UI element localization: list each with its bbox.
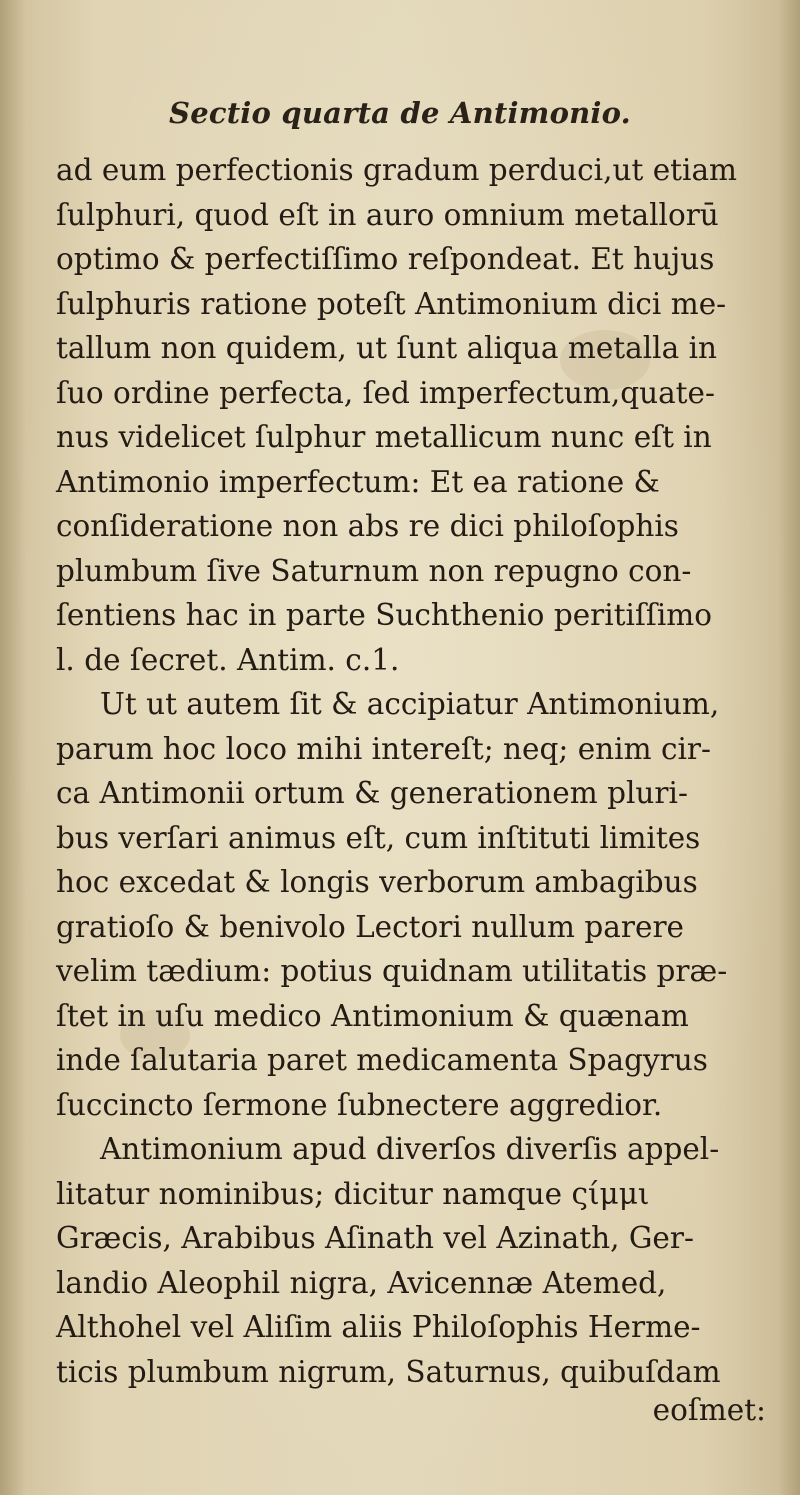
text-line: plumbum ſive Saturnum non repugno con- [56,553,692,588]
text-line: velim tædium: potius quidnam utilitatis præ- [56,954,728,988]
text-line: ſtet in uſu medico Antimonium & quænam [56,998,689,1033]
text-line: Althohel vel Aliſim aliis Philoſophis Herme- [56,1310,701,1344]
page-edge-shadow-right [778,0,800,1495]
body-text [56,148,776,1394]
text-line: parum hoc loco mihi intereſt; neq; enim cir- [56,731,711,766]
text-line: l. de ſecret. Antim. c.1. [56,642,400,677]
text-line: conſideratione non abs re dici philoſophis [56,509,679,543]
text-line: bus verſari animus eſt, cum inſtituti limites [56,820,701,855]
text-line: ſentiens hac in parte Suchthenio peritiſſimo [56,598,712,632]
text-line: ſuccincto ſermone ſubnectere aggredior. [56,1087,663,1122]
catchword: eoſmet: [652,1393,766,1427]
text-line: Græcis, Arabibus Aſinath vel Azinath, Ger- [56,1221,694,1255]
page-edge-shadow-left [0,0,26,1495]
text-line: ad eum perfectionis gradum perduci,ut etiam [56,153,738,187]
paragraph-start-line: Antimonium apud diverſos diverſis appel- [100,1132,720,1166]
paragraph-start-line: Ut ut autem ſit & accipiatur Antimonium, [100,687,720,721]
running-head: Sectio quarta de Antimonio. [169,96,631,130]
text-line: landio Aleophil nigra, Avicennæ Atemed, [56,1265,667,1300]
text-line: litatur nominibus; dicitur namque ςίμμι [56,1176,650,1211]
text-line: gratioſo & benivolo Lectori nullum parere [56,909,684,944]
text-line: Antimonio imperfectum: Et ea ratione & [56,464,660,499]
text-line: inde ſalutaria paret medicamenta Spagyrus [56,1043,708,1077]
text-line: ſuo ordine perfecta, ſed imperfectum,quate- [56,375,715,410]
text-line: ſulphuri, quod eſt in auro omnium metallorū [56,197,719,232]
text-line: ſulphuris ratione poteſt Antimonium dici me- [56,286,727,321]
text-line: hoc excedat & longis verborum ambagibus [56,865,698,899]
text-line: ticis plumbum nigrum, Saturnus, quibuſdam [56,1354,721,1389]
text-line: tallum non quidem, ut ſunt aliqua metalla in [56,331,718,365]
text-line: ca Antimonii ortum & generationem pluri- [56,776,688,810]
text-line: optimo & perfectiſſimo reſpondeat. Et hujus [56,242,715,276]
text-line: nus videlicet ſulphur metallicum nunc eſt in [56,420,712,454]
